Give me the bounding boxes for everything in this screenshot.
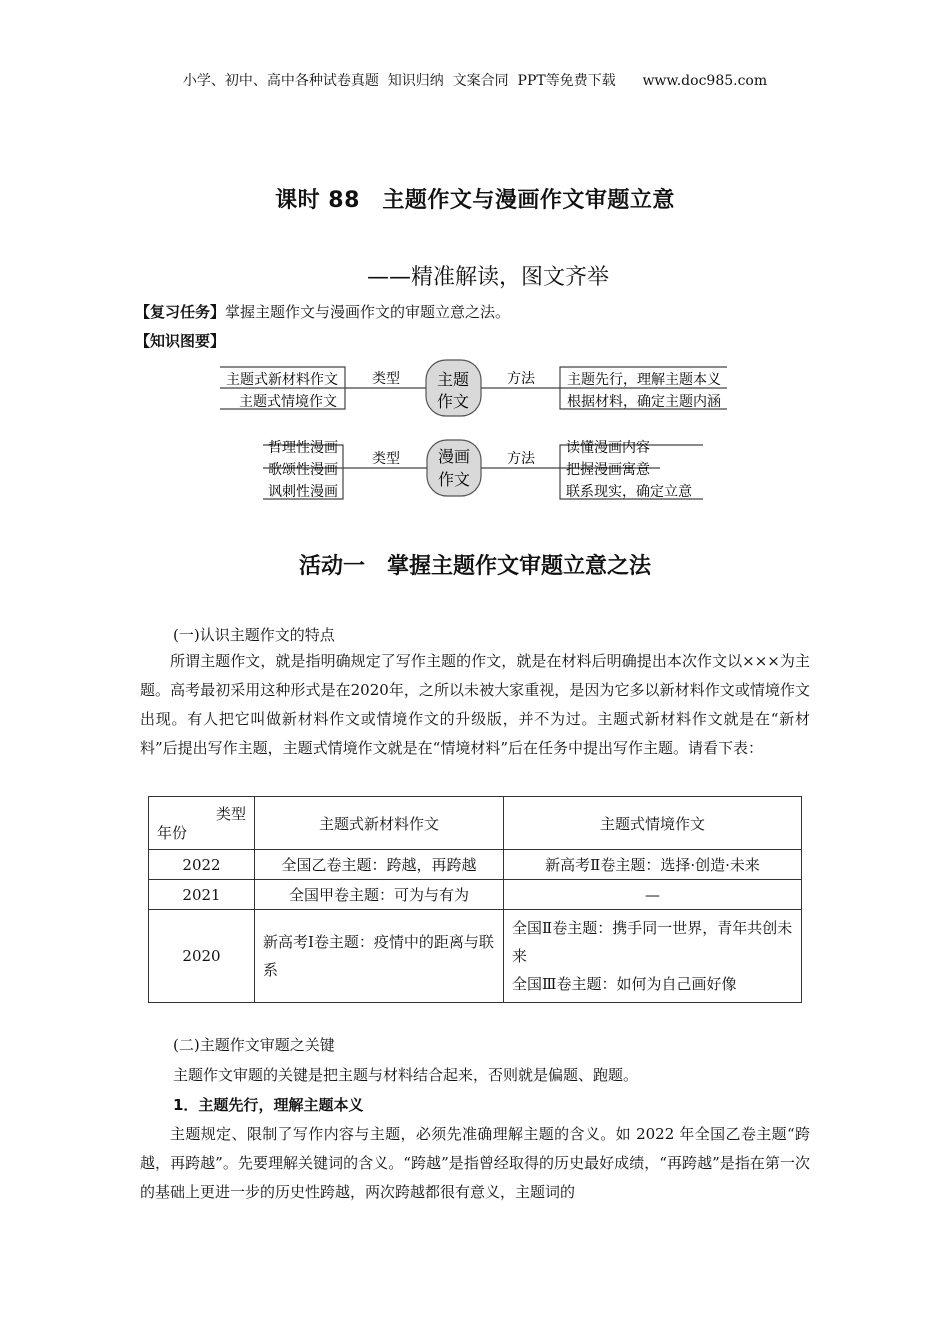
review-task [135, 301, 510, 322]
comic-center-line2: 作文 [437, 470, 471, 489]
comic-method-item: 把握漫画寓意 [566, 462, 650, 478]
table-row [149, 880, 802, 910]
theme-center-line2: 作文 [436, 392, 470, 411]
activity-title: 活动一 掌握主题作文审题立意之法 [298, 554, 651, 579]
comic-type-item: 歌颂性漫画 [268, 462, 338, 478]
table-cell: 全国甲卷主题：可为与有为 [255, 880, 504, 910]
year-cell: 2021 [149, 880, 255, 910]
page-title: 课时 88 主题作文与漫画作文审题立意 [275, 188, 675, 213]
theme-essay-table [148, 796, 802, 1003]
theme-type-item: 主题式情境作文 [239, 394, 337, 410]
knowledge-mindmap [0, 355, 950, 505]
section1-paragraph: 所谓主题作文，就是指明确规定了写作主题的作文，就是在材料后明确提出本次作文以×××为主题。高考最初采用这种形式是在2020年，之所以未被大家重视，是因为它多以新材料作文或情境作文出现。有人把它叫做新材料作文或情境作文的升级版，并不为过。主题式新材料作文就是在“新材料”后提出写作主题，主题式情境作文就是在“情境材料”后在任务中提出写作主题。请看下表： [140, 652, 810, 757]
corner-year-label: 年份 [157, 824, 188, 842]
page-subtitle: ——精准解读，图文齐举 [367, 265, 610, 290]
section2-text: 主题作文审题的关键是把主题与材料结合起来，否则就是偏题、跑题。 [173, 1066, 639, 1084]
theme-method-item: 主题先行，理解主题本义 [567, 372, 721, 388]
comic-type-item: 讽刺性漫画 [268, 484, 338, 500]
table-cell: — [504, 880, 802, 910]
theme-type-item: 主题式新材料作文 [226, 372, 338, 388]
comic-type-item: 哲理性漫画 [268, 440, 338, 456]
table-row [149, 910, 802, 1003]
comic-method-label: 方法 [507, 451, 535, 467]
year-cell: 2020 [149, 910, 255, 1003]
corner-type-label: 类型 [215, 805, 246, 823]
point1-heading: 1．主题先行，理解主题本义 [173, 1096, 364, 1114]
section2-heading: (二)主题作文审题之关键 [173, 1036, 335, 1054]
theme-method-item: 根据材料，确定主题内涵 [567, 394, 721, 410]
table-cell: 新高考Ⅰ卷主题：疫情中的距离与联系 [255, 910, 504, 1003]
knowledge-label [135, 330, 225, 351]
table-row [149, 850, 802, 880]
comic-center-line1: 漫画 [437, 447, 471, 466]
page-header: 小学、初中、高中各种试卷真题 知识归纳 文案合同 PPT等免费下载 www.doc985.com [182, 73, 768, 89]
theme-center-line1: 主题 [436, 370, 470, 389]
review-label: 【复习任务】 [135, 303, 226, 321]
knowledge-label-text: 【知识图要】 [135, 332, 226, 350]
table-header-row [149, 797, 802, 850]
comic-method-item: 读懂漫画内容 [566, 440, 650, 456]
year-cell: 2022 [149, 850, 255, 880]
table-cell: 新高考Ⅱ卷主题：选择·创造·未来 [504, 850, 802, 880]
table-cell: 全国乙卷主题：跨越，再跨越 [255, 850, 504, 880]
section1-heading: (一)认识主题作文的特点 [173, 626, 335, 644]
point1-paragraph: 主题规定、限制了写作内容与主题，必须先准确理解主题的含义。如 2022 年全国乙卷主题“跨越，再跨越”。先要理解关键词的含义。“跨越”是指曾经取得的历史最好成绩，“再跨越”是指在第一次的基础上更进一步的历史性跨越，两次跨越都很有意义，主题词的 [140, 1125, 810, 1201]
comic-type-label: 类型 [372, 451, 400, 467]
theme-type-label: 类型 [372, 371, 400, 387]
table-cell-line: 全国Ⅱ卷主题：携手同一世界，青年共创未来 [512, 919, 793, 965]
table-cell [504, 910, 802, 1003]
table-corner-cell [149, 797, 255, 850]
column-header: 主题式新材料作文 [255, 797, 504, 850]
review-text: 掌握主题作文与漫画作文的审题立意之法。 [225, 303, 511, 321]
comic-method-item: 联系现实，确定立意 [566, 484, 692, 500]
theme-method-label: 方法 [507, 371, 535, 387]
column-header: 主题式情境作文 [504, 797, 802, 850]
table-cell-line: 全国Ⅲ卷主题：如何为自己画好像 [512, 975, 737, 993]
